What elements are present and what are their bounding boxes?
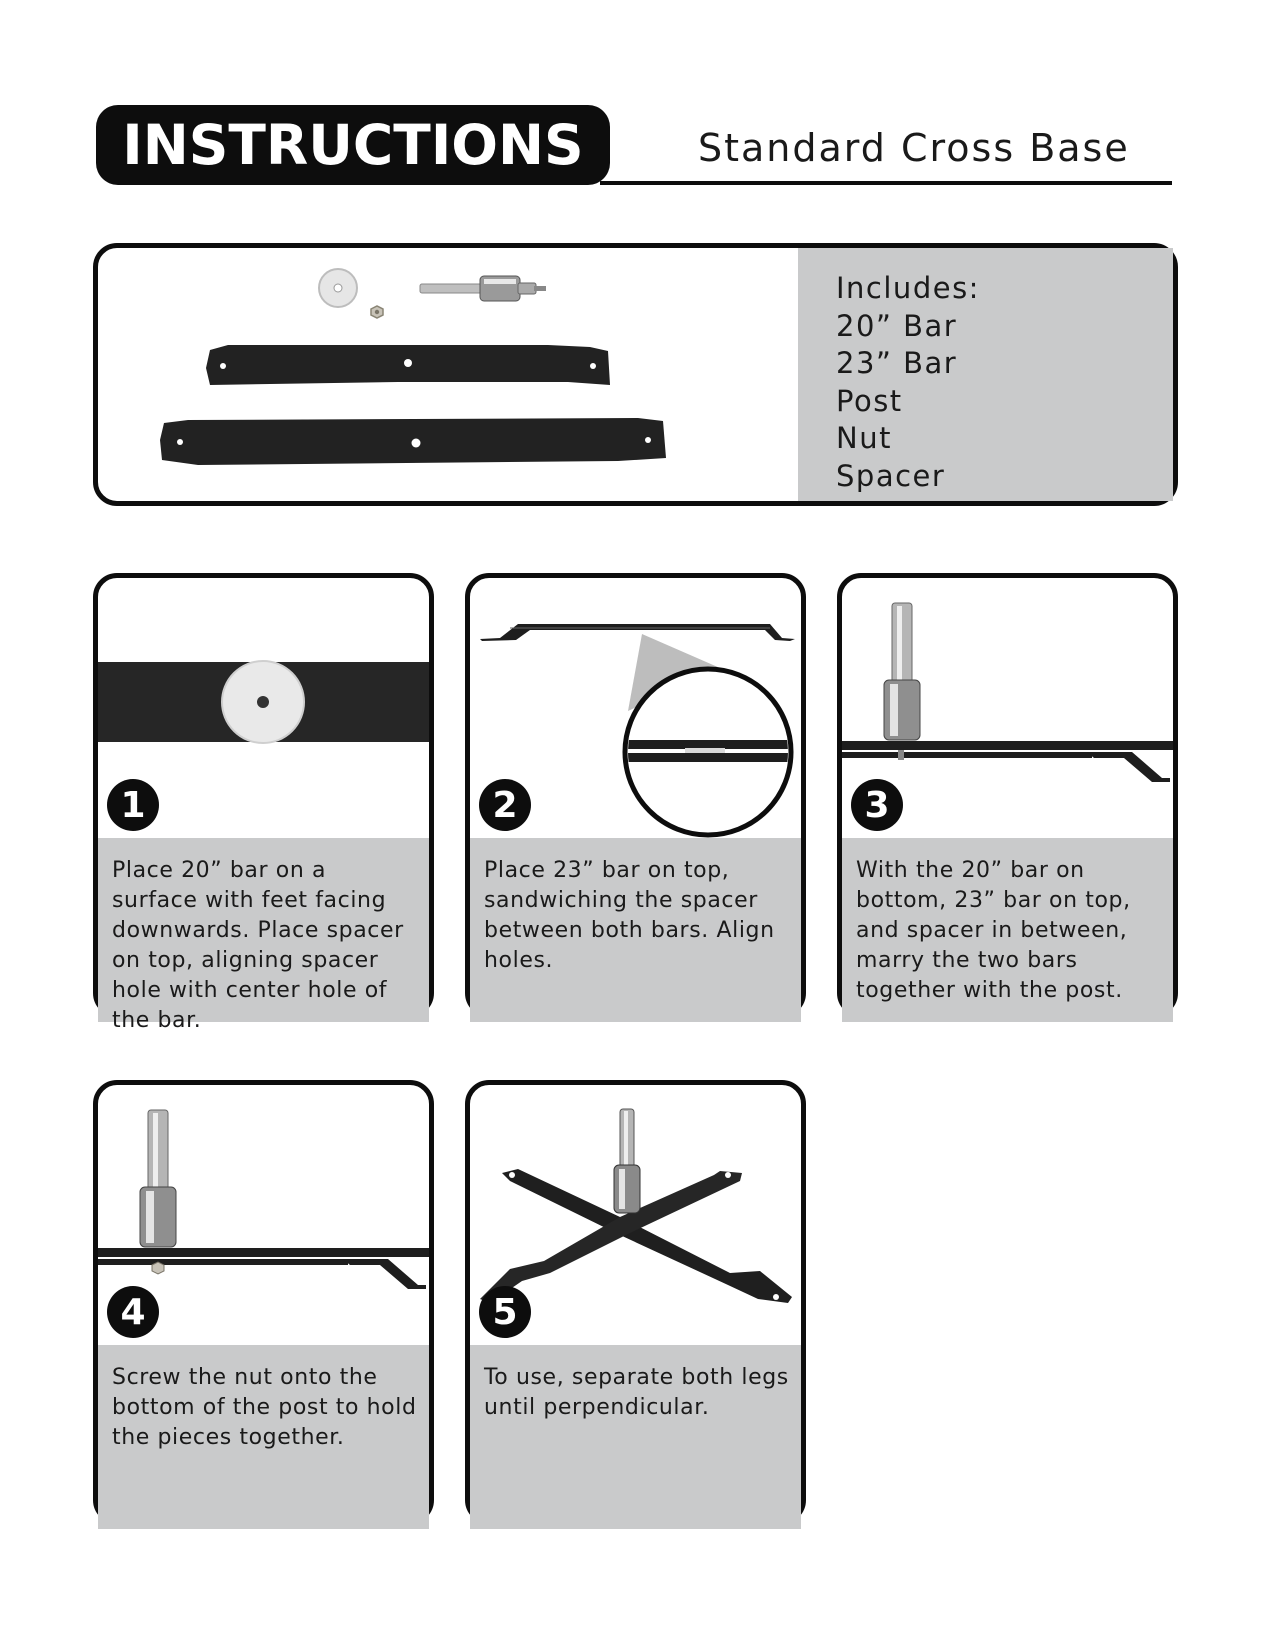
step-number-badge: 3 (851, 779, 903, 831)
spacer-icon (319, 269, 357, 307)
parts-list-item: 23” Bar (836, 346, 958, 380)
title-banner (96, 105, 610, 185)
step-5-text: To use, separate both legs until perpendicular. (484, 1365, 789, 1420)
contents-list-panel (798, 248, 1173, 501)
step-1-panel (93, 573, 434, 1033)
bar-23-icon (160, 418, 666, 465)
step-5-panel (465, 1080, 806, 1524)
parts-list-item: Nut (836, 421, 892, 455)
parts-list-item: 20” Bar (836, 308, 958, 343)
parts-list-item: Spacer (836, 458, 946, 493)
step-text-area (98, 1345, 429, 1529)
step-number-badge: 5 (479, 1286, 531, 1338)
step-2-text: Place 23” bar on top, sandwiching the spacer between both bars. Align holes. (484, 858, 775, 973)
parts-list (798, 248, 1173, 495)
step-4-text: Screw the nut onto the bottom of the post to hold the pieces together. (112, 1365, 417, 1450)
contents-panel (93, 243, 1178, 506)
step-text-area (470, 838, 801, 1022)
parts-illustration (98, 248, 798, 501)
parts-list-heading: Includes: (836, 271, 980, 305)
post-icon (420, 276, 546, 301)
step-text-area (470, 1345, 801, 1529)
step-3-panel (837, 573, 1178, 1017)
page-title: INSTRUCTIONS (122, 113, 584, 177)
step-number-badge: 1 (107, 779, 159, 831)
step-4-panel (93, 1080, 434, 1524)
step-3-text: With the 20” bar on bottom, 23” bar on top, and spacer in between, marry the two bars together with the post. (856, 858, 1131, 1003)
parts-list-item: Post (836, 383, 903, 418)
step-number-badge: 4 (107, 1286, 159, 1338)
step-text-area (98, 838, 429, 1033)
bar-20-icon (206, 345, 610, 385)
nut-image (152, 1262, 164, 1274)
title-underline (600, 181, 1172, 185)
step-number-badge: 2 (479, 779, 531, 831)
page-subtitle: Standard Cross Base (698, 126, 1130, 170)
nut-icon (371, 306, 383, 318)
step-1-text: Place 20” bar on a surface with feet facing downwards. Place spacer on top, aligning spacer hole with center hole of the bar. (112, 858, 404, 1033)
step-text-area (842, 838, 1173, 1022)
step-2-panel (465, 573, 806, 1017)
